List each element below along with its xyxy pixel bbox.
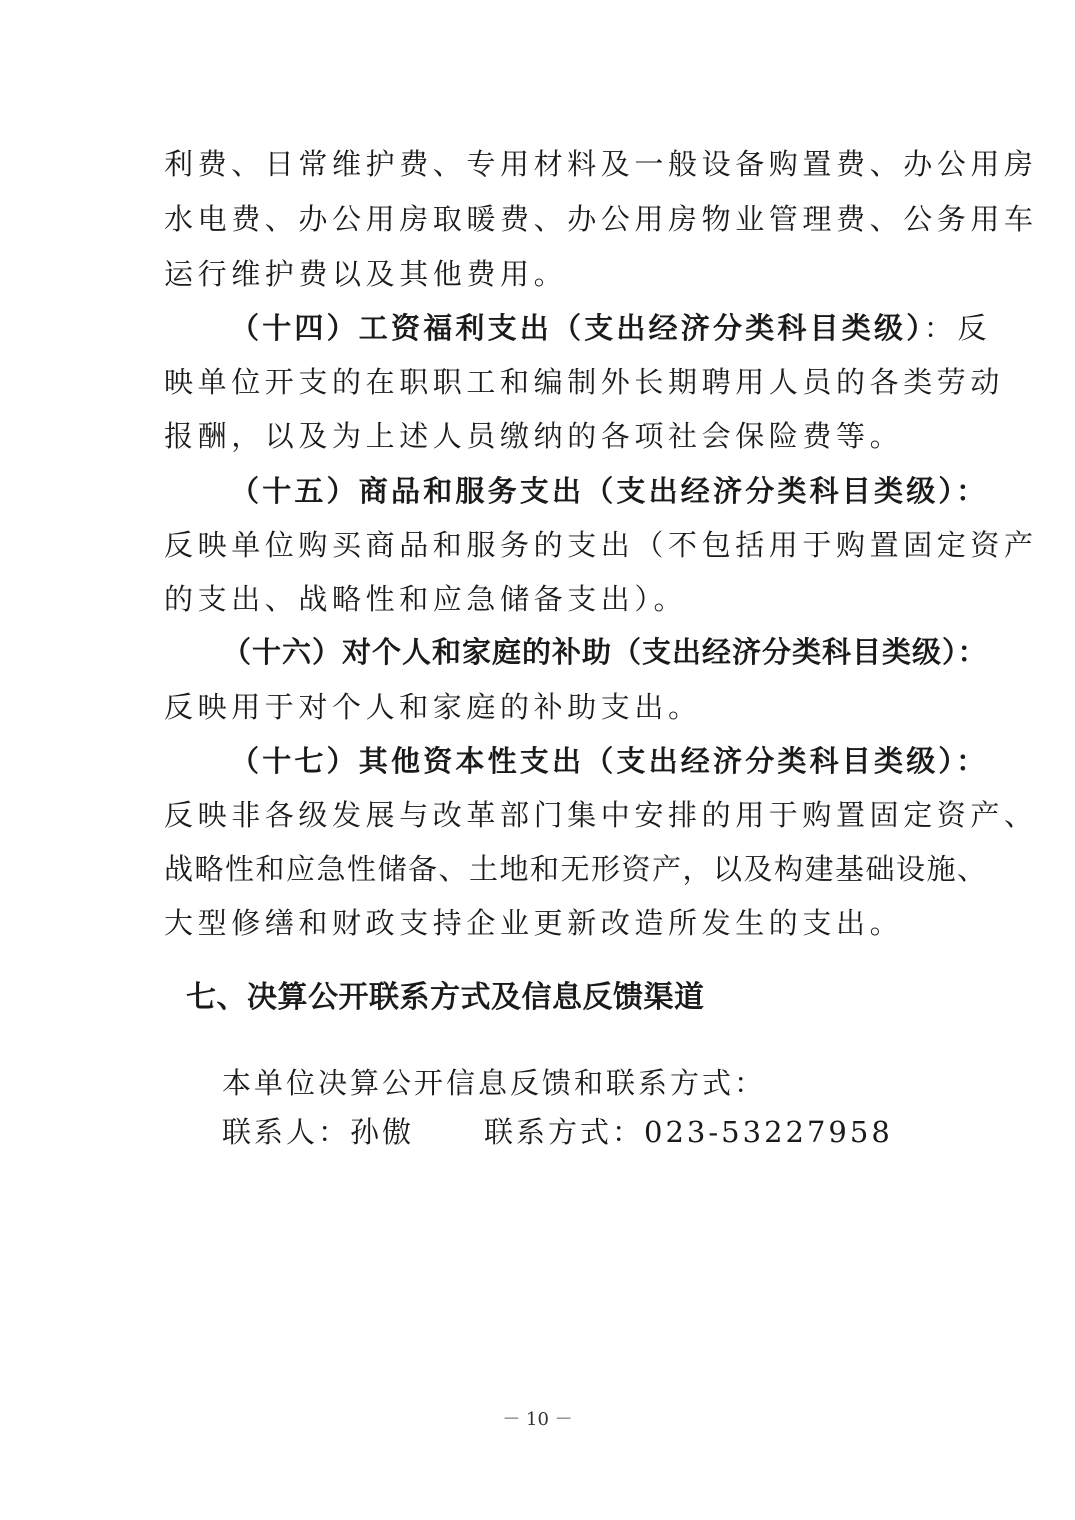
paragraph-line: 报酬，以及为上述人员缴纳的各项社会保险费等。 [164, 419, 904, 453]
paragraph-line: 映单位开支的在职职工和编制外长期聘用人员的各类劳动 [164, 365, 1005, 399]
item-14-first-text: ：反 [923, 311, 992, 345]
paragraph-line: 战略性和应急性储备、土地和无形资产，以及构建基础设施、 [164, 852, 988, 886]
paragraph-line: 运行维护费以及其他费用。 [164, 257, 568, 291]
paragraph-line: 反映用于对个人和家庭的补助支出。 [164, 690, 702, 724]
item-16-title: （十六）对个人和家庭的补助（支出经济分类科目类级）： [222, 635, 988, 669]
contact-line [222, 1112, 893, 1152]
item-14-heading-line [230, 308, 992, 348]
paragraph-line: 水电费、办公用房取暖费、办公用房物业管理费、公务用车 [164, 202, 1038, 236]
item-14-title: （十四）工资福利支出（支出经济分类科目类级） [230, 311, 924, 345]
paragraph-line: 反映非各级发展与改革部门集中安排的用于购置固定资产、 [164, 798, 1038, 832]
contact-person: 联系人：孙傲 [222, 1115, 415, 1149]
page-number: － 10 － [502, 1409, 573, 1430]
paragraph-line: 大型修缮和财政支持企业更新改造所发生的支出。 [164, 906, 904, 940]
item-17-title: （十七）其他资本性支出（支出经济分类科目类级）： [230, 744, 989, 778]
section-heading: 七、决算公开联系方式及信息反馈渠道 [186, 980, 705, 1015]
item-15-title: （十五）商品和服务支出（支出经济分类科目类级）： [230, 474, 989, 508]
contact-phone: 联系方式：023-53227958 [484, 1115, 893, 1149]
paragraph-line: 反映单位购买商品和服务的支出（不包括用于购置固定资产 [164, 528, 1038, 562]
paragraph-line: 的支出、战略性和应急储备支出）。 [164, 582, 688, 616]
contact-intro: 本单位决算公开信息反馈和联系方式： [222, 1066, 767, 1100]
paragraph-line: 利费、日常维护费、专用材料及一般设备购置费、办公用房 [164, 147, 1038, 181]
